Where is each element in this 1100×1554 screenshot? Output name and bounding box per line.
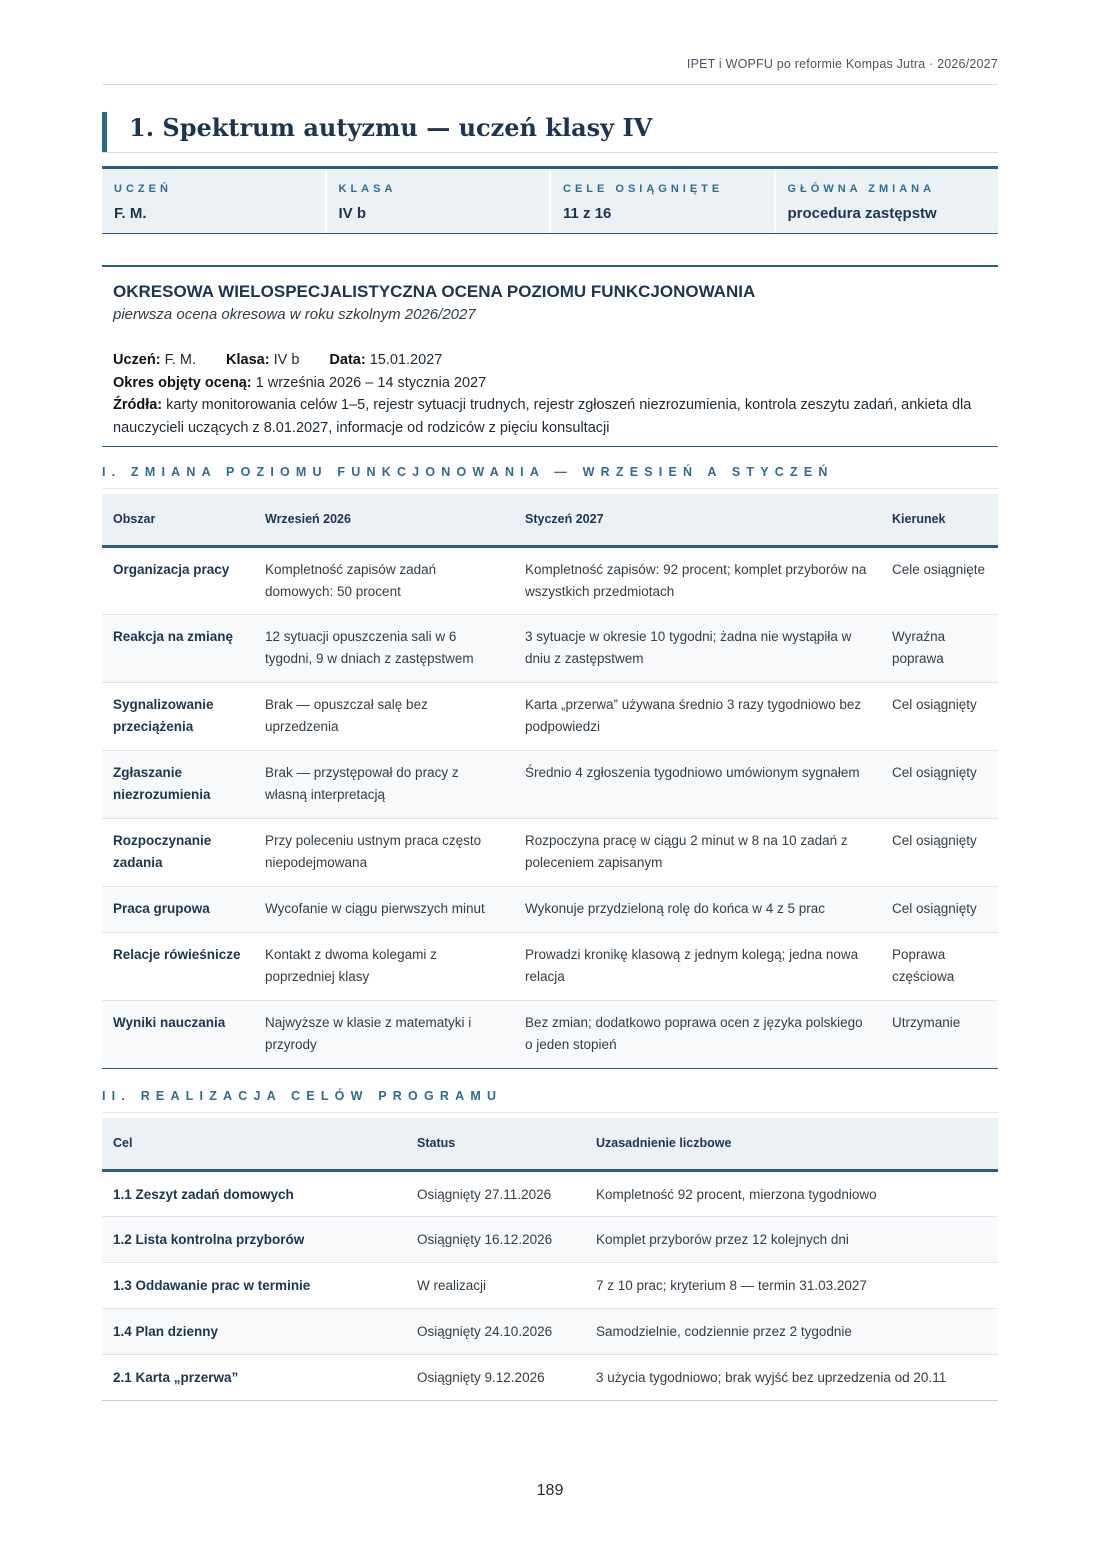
status-cell: Osiągnięty 9.12.2026 — [406, 1354, 585, 1400]
status-cell: W realizacji — [406, 1262, 585, 1308]
section-rule — [102, 1112, 998, 1113]
table-row — [102, 932, 998, 1000]
summary-label: UCZEŃ — [114, 183, 172, 195]
table-header-row — [102, 1118, 998, 1170]
status-cell: Osiągnięty 27.11.2026 — [406, 1170, 585, 1216]
table-row — [102, 1308, 998, 1354]
section-heading-functioning: I. ZMIANA POZIOMU FUNKCJONOWANIA — WRZESIEŃ A STYCZEŃ — [102, 465, 834, 479]
area-cell: Reakcja na zmianę — [102, 614, 254, 682]
table-row — [102, 682, 998, 750]
direction-cell: Cel osiągnięty — [881, 750, 998, 818]
january-cell: Średnio 4 zgłoszenia tygodniowo umówionym sygnałem — [514, 750, 881, 818]
period-label: Okres objęty oceną: — [113, 374, 252, 391]
direction-cell: Cel osiągnięty — [881, 818, 998, 886]
direction-cell: Cel osiągnięty — [881, 886, 998, 932]
september-cell: Kontakt z dwoma kolegami z poprzedniej klasy — [254, 932, 514, 1000]
september-cell: Najwyższe w klasie z matematyki i przyrody — [254, 1000, 514, 1068]
column-header-january: Styczeń 2027 — [514, 494, 881, 546]
summary-label: KLASA — [338, 183, 397, 195]
area-cell: Zgłaszanie niezrozumienia — [102, 750, 254, 818]
area-cell: Organizacja pracy — [102, 546, 254, 614]
goal-cell: 2.1 Karta „przerwa” — [102, 1354, 406, 1400]
september-cell: Wycofanie w ciągu pierwszych minut — [254, 886, 514, 932]
report-meta-line — [113, 349, 987, 372]
january-cell: Prowadzi kronikę klasową z jednym kolegą; jedna nowa relacja — [514, 932, 881, 1000]
direction-cell: Poprawa częściowa — [881, 932, 998, 1000]
class-label: Klasa: — [226, 352, 270, 368]
column-header-justification: Uzasadnienie liczbowe — [585, 1118, 998, 1170]
table-row — [102, 1262, 998, 1308]
goal-cell: 1.4 Plan dzienny — [102, 1308, 406, 1354]
table-row — [102, 1216, 998, 1262]
direction-cell: Cel osiągnięty — [881, 682, 998, 750]
january-cell: 3 sytuacje w okresie 10 tygodni; żadna nie wystąpiła w dniu z zastępstwem — [514, 614, 881, 682]
title-rule — [102, 152, 998, 153]
period-value: 1 września 2026 – 14 stycznia 2027 — [255, 374, 487, 391]
period-line — [113, 372, 987, 395]
date-label: Data: — [329, 352, 366, 368]
table-row — [102, 1000, 998, 1068]
chapter-title: 1. Spektrum autyzmu — uczeń klasy IV — [102, 112, 998, 152]
justification-cell: 7 z 10 prac; kryterium 8 — termin 31.03.2027 — [585, 1262, 998, 1308]
direction-cell: Wyraźna poprawa — [881, 614, 998, 682]
report-subtitle: pierwsza ocena okresowa w roku szkolnym 2026/2027 — [113, 306, 476, 323]
september-cell: Kompletność zapisów zadań domowych: 50 procent — [254, 546, 514, 614]
january-cell: Wykonuje przydzieloną rolę do końca w 4 z 5 prac — [514, 886, 881, 932]
running-head: IPET i WOPFU po reformie Kompas Jutra · 2026/2027 — [686, 57, 998, 71]
summary-box — [102, 166, 998, 234]
table-row — [102, 750, 998, 818]
sources-line — [113, 394, 987, 439]
goal-cell: 1.2 Lista kontrolna przyborów — [102, 1216, 406, 1262]
functioning-change-table — [102, 494, 998, 1069]
summary-value: procedura zastępstw — [787, 205, 937, 222]
january-cell: Bez zmian; dodatkowo poprawa ocen z języka polskiego o jeden stopień — [514, 1000, 881, 1068]
column-header-goal: Cel — [102, 1118, 406, 1170]
area-cell: Relacje rówieśnicze — [102, 932, 254, 1000]
column-header-september: Wrzesień 2026 — [254, 494, 514, 546]
summary-goals-achieved — [551, 169, 774, 233]
direction-cell: Cele osiągnięte — [881, 546, 998, 614]
table-row — [102, 1354, 998, 1400]
table-row — [102, 886, 998, 932]
january-cell: Karta „przerwa” używana średnio 3 razy tygodniowo bez podpowiedzi — [514, 682, 881, 750]
student-value: F. M. — [164, 352, 196, 368]
summary-value: IV b — [338, 205, 367, 222]
page-number: 189 — [536, 1482, 564, 1499]
september-cell: 12 sytuacji opuszczenia sali w 6 tygodni, 9 w dniach z zastępstwem — [254, 614, 514, 682]
january-cell: Rozpoczyna pracę w ciągu 2 minut w 8 na 10 zadań z poleceniem zapisanym — [514, 818, 881, 886]
area-cell: Praca grupowa — [102, 886, 254, 932]
september-cell: Przy poleceniu ustnym praca często niepodejmowana — [254, 818, 514, 886]
table-header-row — [102, 494, 998, 546]
justification-cell: 3 użycia tygodniowo; brak wyjść bez uprzedzenia od 20.11 — [585, 1354, 998, 1400]
summary-value: F. M. — [114, 205, 147, 222]
area-cell: Sygnalizowanie przeciążenia — [102, 682, 254, 750]
section-rule — [102, 488, 998, 489]
student-label: Uczeń: — [113, 352, 161, 368]
table-row — [102, 614, 998, 682]
direction-cell: Utrzymanie — [881, 1000, 998, 1068]
summary-student — [102, 169, 325, 233]
report-title: OKRESOWA WIELOSPECJALISTYCZNA OCENA POZIOMU FUNKCJONOWANIA — [113, 282, 756, 301]
report-box — [102, 265, 998, 447]
goal-cell: 1.1 Zeszyt zadań domowych — [102, 1170, 406, 1216]
goal-cell: 1.3 Oddawanie prac w terminie — [102, 1262, 406, 1308]
justification-cell: Kompletność 92 procent, mierzona tygodniowo — [585, 1170, 998, 1216]
january-cell: Kompletność zapisów: 92 procent; komplet przyborów na wszystkich przedmiotach — [514, 546, 881, 614]
date-value: 15.01.2027 — [369, 352, 443, 368]
sources-label: Źródła: — [113, 397, 163, 413]
justification-cell: Komplet przyborów przez 12 kolejnych dni — [585, 1216, 998, 1262]
summary-class — [327, 169, 550, 233]
status-cell: Osiągnięty 16.12.2026 — [406, 1216, 585, 1262]
september-cell: Brak — opuszczał salę bez uprzedzenia — [254, 682, 514, 750]
summary-value: 11 z 16 — [563, 205, 612, 222]
september-cell: Brak — przystępował do pracy z własną interpretacją — [254, 750, 514, 818]
column-header-direction: Kierunek — [881, 494, 998, 546]
area-cell: Wyniki nauczania — [102, 1000, 254, 1068]
summary-label: CELE OSIĄGNIĘTE — [563, 183, 724, 195]
area-cell: Rozpoczynanie zadania — [102, 818, 254, 886]
table-row — [102, 818, 998, 886]
sources-value: karty monitorowania celów 1–5, rejestr sytuacji trudnych, rejestr zgłoszeń niezrozumienia, kontrola zeszytu zadań, ankieta dla nauczycieli uczących z 8.01.2027, informacje od rodziców z pięciu konsultacji — [113, 397, 972, 436]
column-header-area: Obszar — [102, 494, 254, 546]
summary-main-change — [776, 169, 999, 233]
goals-realization-table — [102, 1118, 998, 1401]
report-meta — [113, 349, 987, 439]
header-rule — [102, 84, 998, 85]
class-value: IV b — [273, 352, 300, 368]
summary-label: GŁÓWNA ZMIANA — [787, 183, 936, 195]
table-row — [102, 546, 998, 614]
section-heading-goals: II. REALIZACJA CELÓW PROGRAMU — [102, 1089, 503, 1103]
table-row — [102, 1170, 998, 1216]
justification-cell: Samodzielnie, codziennie przez 2 tygodnie — [585, 1308, 998, 1354]
column-header-status: Status — [406, 1118, 585, 1170]
status-cell: Osiągnięty 24.10.2026 — [406, 1308, 585, 1354]
